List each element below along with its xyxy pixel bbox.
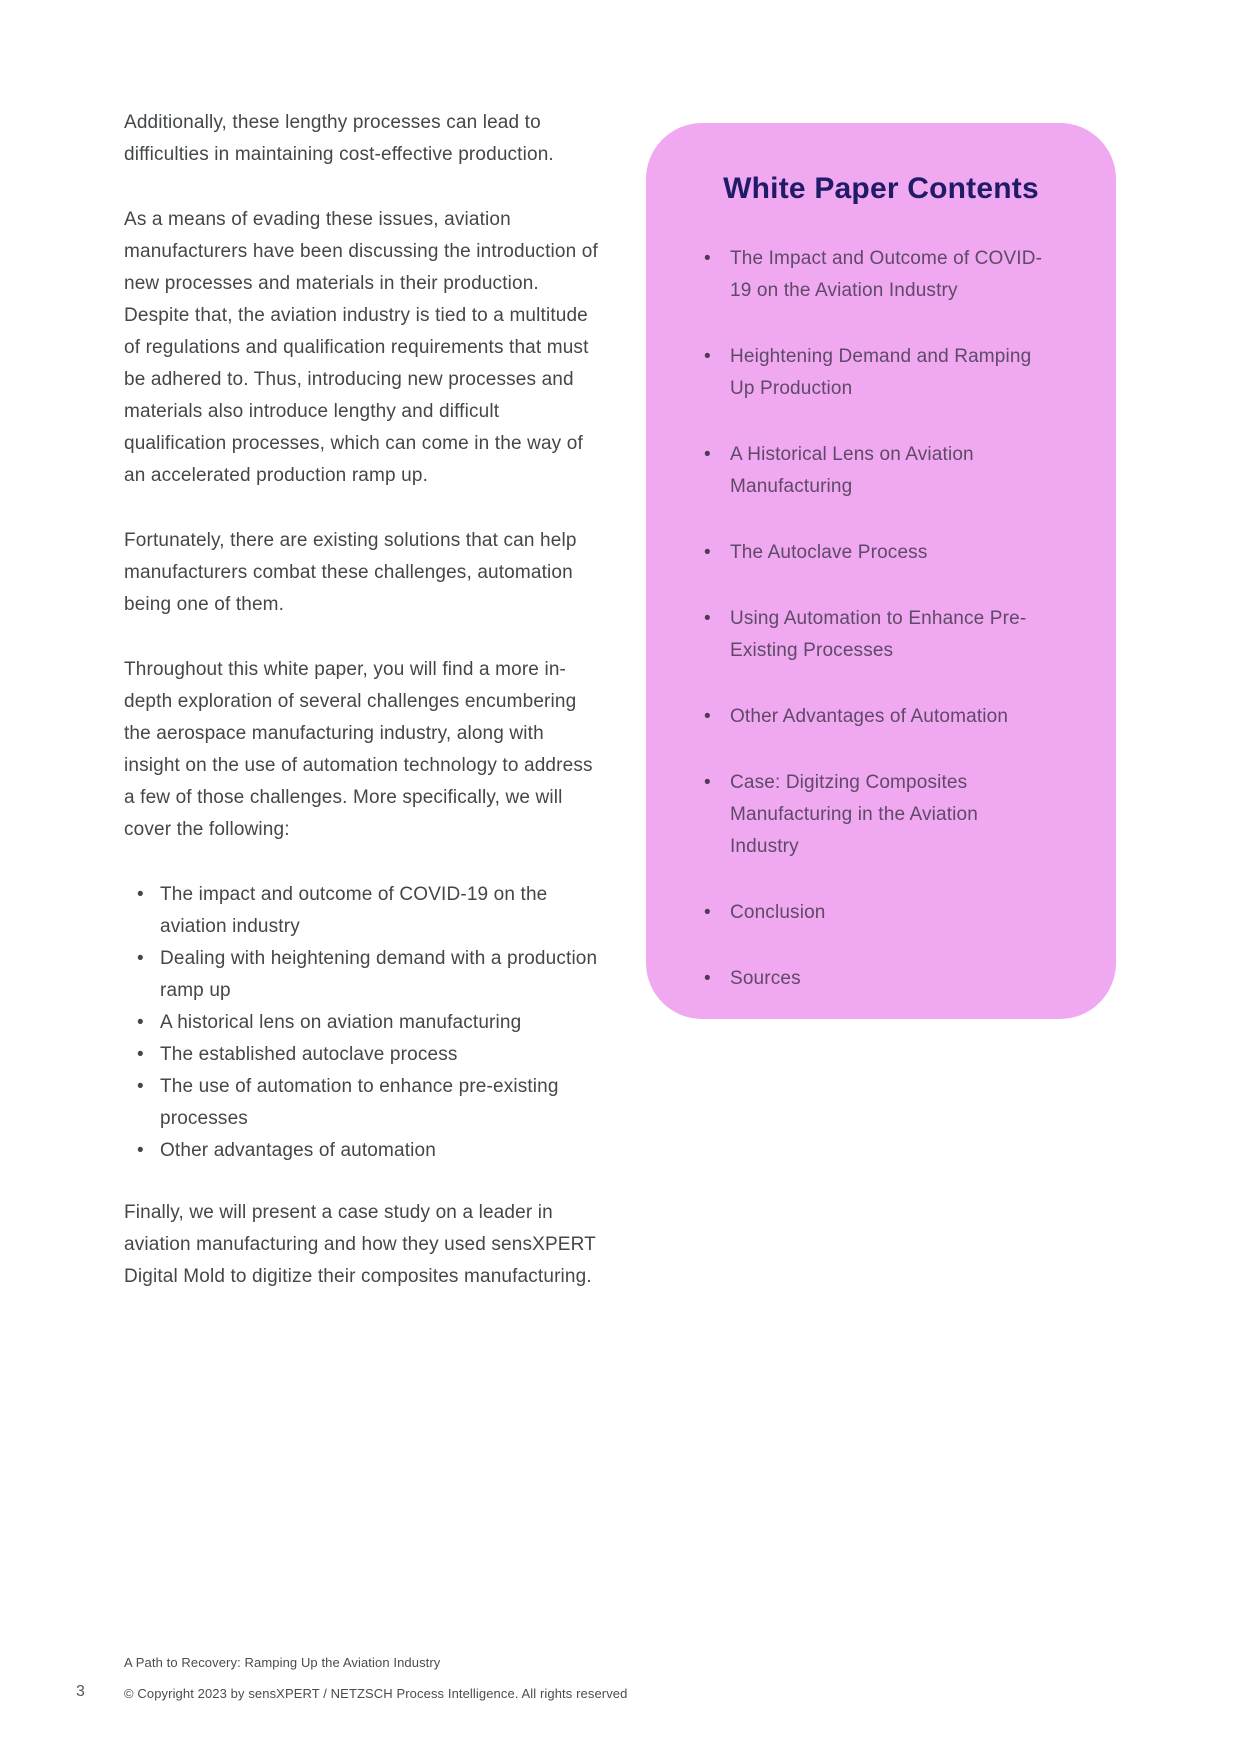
page-number: 3 bbox=[76, 1683, 85, 1700]
contents-box bbox=[646, 123, 1116, 1019]
topic-summary-list bbox=[124, 879, 602, 1167]
contents-item: • The Autoclave Process bbox=[730, 537, 1050, 569]
body-paragraph: Throughout this white paper, you will find a more in-depth exploration of several challenges encumbering the aerospace manufacturing industry, along with insight on the use of automation technology to address a few of those challenges. More specifically, we will cover the following: bbox=[124, 659, 593, 840]
contents-item: • Sources bbox=[730, 963, 1050, 995]
footer-document-title: A Path to Recovery: Ramping Up the Aviation Industry bbox=[124, 1655, 441, 1670]
body-paragraph: Finally, we will present a case study on a leader in aviation manufacturing and how they used sensXPERT Digital Mold to digitize their composites manufacturing. bbox=[124, 1202, 596, 1287]
contents-list bbox=[730, 243, 1050, 995]
summary-bullet-item: • Other advantages of automation bbox=[160, 1135, 602, 1167]
summary-bullet-item: • The impact and outcome of COVID-19 on the aviation industry bbox=[160, 879, 602, 943]
contents-item: • Using Automation to Enhance Pre-Existing Processes bbox=[730, 603, 1050, 667]
contents-item: • The Impact and Outcome of COVID-19 on the Aviation Industry bbox=[730, 243, 1050, 307]
contents-item: • Heightening Demand and Ramping Up Production bbox=[730, 341, 1050, 405]
body-paragraph: Additionally, these lengthy processes can lead to difficulties in maintaining cost-effective production. bbox=[124, 112, 554, 165]
body-paragraph: As a means of evading these issues, aviation manufacturers have been discussing the introduction of new processes and materials in their production. Despite that, the aviation industry is tied to a multitude of regulations and qualification requirements that must be adhered to. Thus, introducing new processes and materials also introduce lengthy and difficult qualification processes, which can come in the way of an accelerated production ramp up. bbox=[124, 209, 598, 486]
summary-bullet-item: • The established autoclave process bbox=[160, 1039, 602, 1071]
summary-bullet-item: • A historical lens on aviation manufacturing bbox=[160, 1007, 602, 1039]
contents-title: White Paper Contents bbox=[723, 172, 1039, 205]
footer-copyright: © Copyright 2023 by sensXPERT / NETZSCH Process Intelligence. All rights reserved bbox=[124, 1686, 628, 1701]
contents-item: • Conclusion bbox=[730, 897, 1050, 929]
article-column bbox=[124, 107, 602, 1293]
contents-item: • A Historical Lens on Aviation Manufacturing bbox=[730, 439, 1050, 503]
summary-bullet-item: • The use of automation to enhance pre-existing processes bbox=[160, 1071, 602, 1135]
summary-bullet-item: • Dealing with heightening demand with a production ramp up bbox=[160, 943, 602, 1007]
page-footer bbox=[124, 1647, 627, 1709]
body-paragraph: Fortunately, there are existing solutions that can help manufacturers combat these challenges, automation being one of them. bbox=[124, 530, 577, 615]
contents-item: • Other Advantages of Automation bbox=[730, 701, 1050, 733]
contents-item: • Case: Digitzing Composites Manufacturing in the Aviation Industry bbox=[730, 767, 1050, 863]
